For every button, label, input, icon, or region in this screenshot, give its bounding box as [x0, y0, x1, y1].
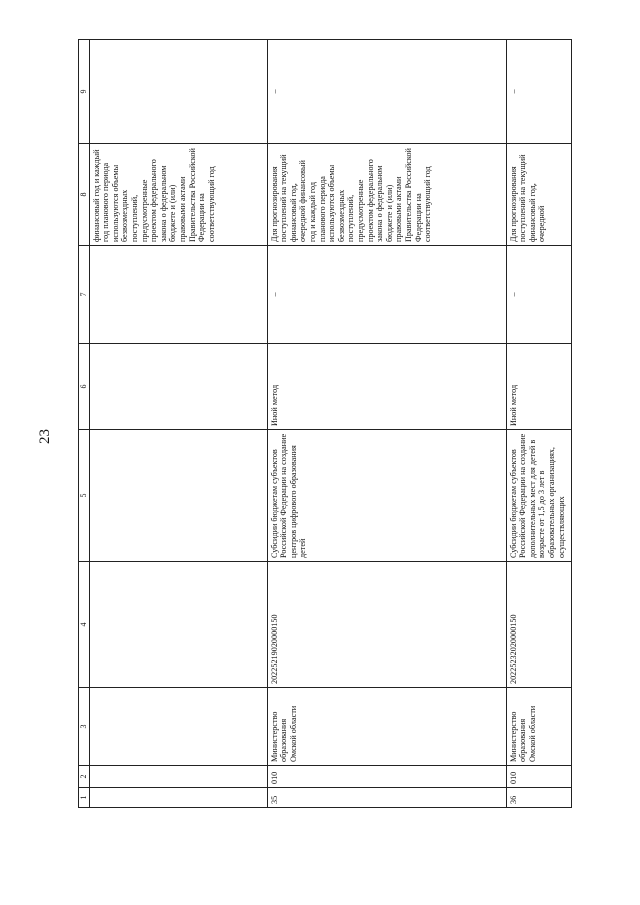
- cell-formula: [89, 246, 267, 344]
- cell-administrator: Министерство образования Омской области: [267, 688, 506, 766]
- column-number: 2: [79, 766, 90, 788]
- cell-method: Иной метод: [267, 344, 506, 430]
- cell-formula: –: [267, 246, 506, 344]
- cell-notes: –: [267, 40, 506, 144]
- cell-description: Для прогнозирования поступлений на текущий финансовый год, очередной: [506, 144, 571, 246]
- cell-code: 010: [506, 766, 571, 788]
- column-number: 8: [79, 144, 90, 246]
- table-row: [506, 40, 571, 808]
- page-number: 23: [37, 429, 53, 444]
- cell-method: [89, 344, 267, 430]
- cell-number: [89, 788, 267, 808]
- cell-administrator: Министерство образования Омской области: [506, 688, 571, 766]
- column-number: 7: [79, 246, 90, 344]
- cell-revenue-name: Субсидии бюджетам субъектов Российской Федерации на создание дополнительных мест для детей в возрасте от 1,5 до 3 лет в образовательных организациях, осуществляющих: [506, 430, 571, 562]
- cell-code: 010: [267, 766, 506, 788]
- cell-kbk: 20225232020000150: [506, 562, 571, 688]
- cell-code: [89, 766, 267, 788]
- column-number: 1: [79, 788, 90, 808]
- cell-revenue-name: [89, 430, 267, 562]
- cell-administrator: [89, 688, 267, 766]
- column-number: 4: [79, 562, 90, 688]
- cell-kbk: [89, 562, 267, 688]
- column-number: 3: [79, 688, 90, 766]
- cell-notes: [89, 40, 267, 144]
- table-row: [89, 40, 267, 808]
- cell-description: Для прогнозирования поступлений на текущий финансовый год, очередной финансовый год и каждый год планового периода используются объемы безвозмездных поступлений, предусмотренные проектом федерального закона о федеральном бюджете и (или) правовыми актами Правительства Российской Федерации на соответствующий год: [267, 144, 506, 246]
- column-number-row: [79, 40, 90, 808]
- column-number: 9: [79, 40, 90, 144]
- cell-number: 36: [506, 788, 571, 808]
- cell-number: 35: [267, 788, 506, 808]
- cell-kbk: 20225219020000150: [267, 562, 506, 688]
- cell-notes: –: [506, 40, 571, 144]
- cell-description: финансовый год и каждый год планового периода используются объемы безвозмездных поступлений, предусмотренные проектом федерального закона о федеральном бюджете и (или) правовыми актами Правительства Российской Федерации на соответствующий год: [89, 144, 267, 246]
- table-row: [267, 40, 506, 808]
- revenue-table: [78, 39, 572, 808]
- column-number: 6: [79, 344, 90, 430]
- rotated-table-container: [78, 40, 566, 808]
- cell-revenue-name: Субсидии бюджетам субъектов Российской Федерации на создание центров цифрового образования детей: [267, 430, 506, 562]
- column-number: 5: [79, 430, 90, 562]
- cell-formula: –: [506, 246, 571, 344]
- cell-method: Иной метод: [506, 344, 571, 430]
